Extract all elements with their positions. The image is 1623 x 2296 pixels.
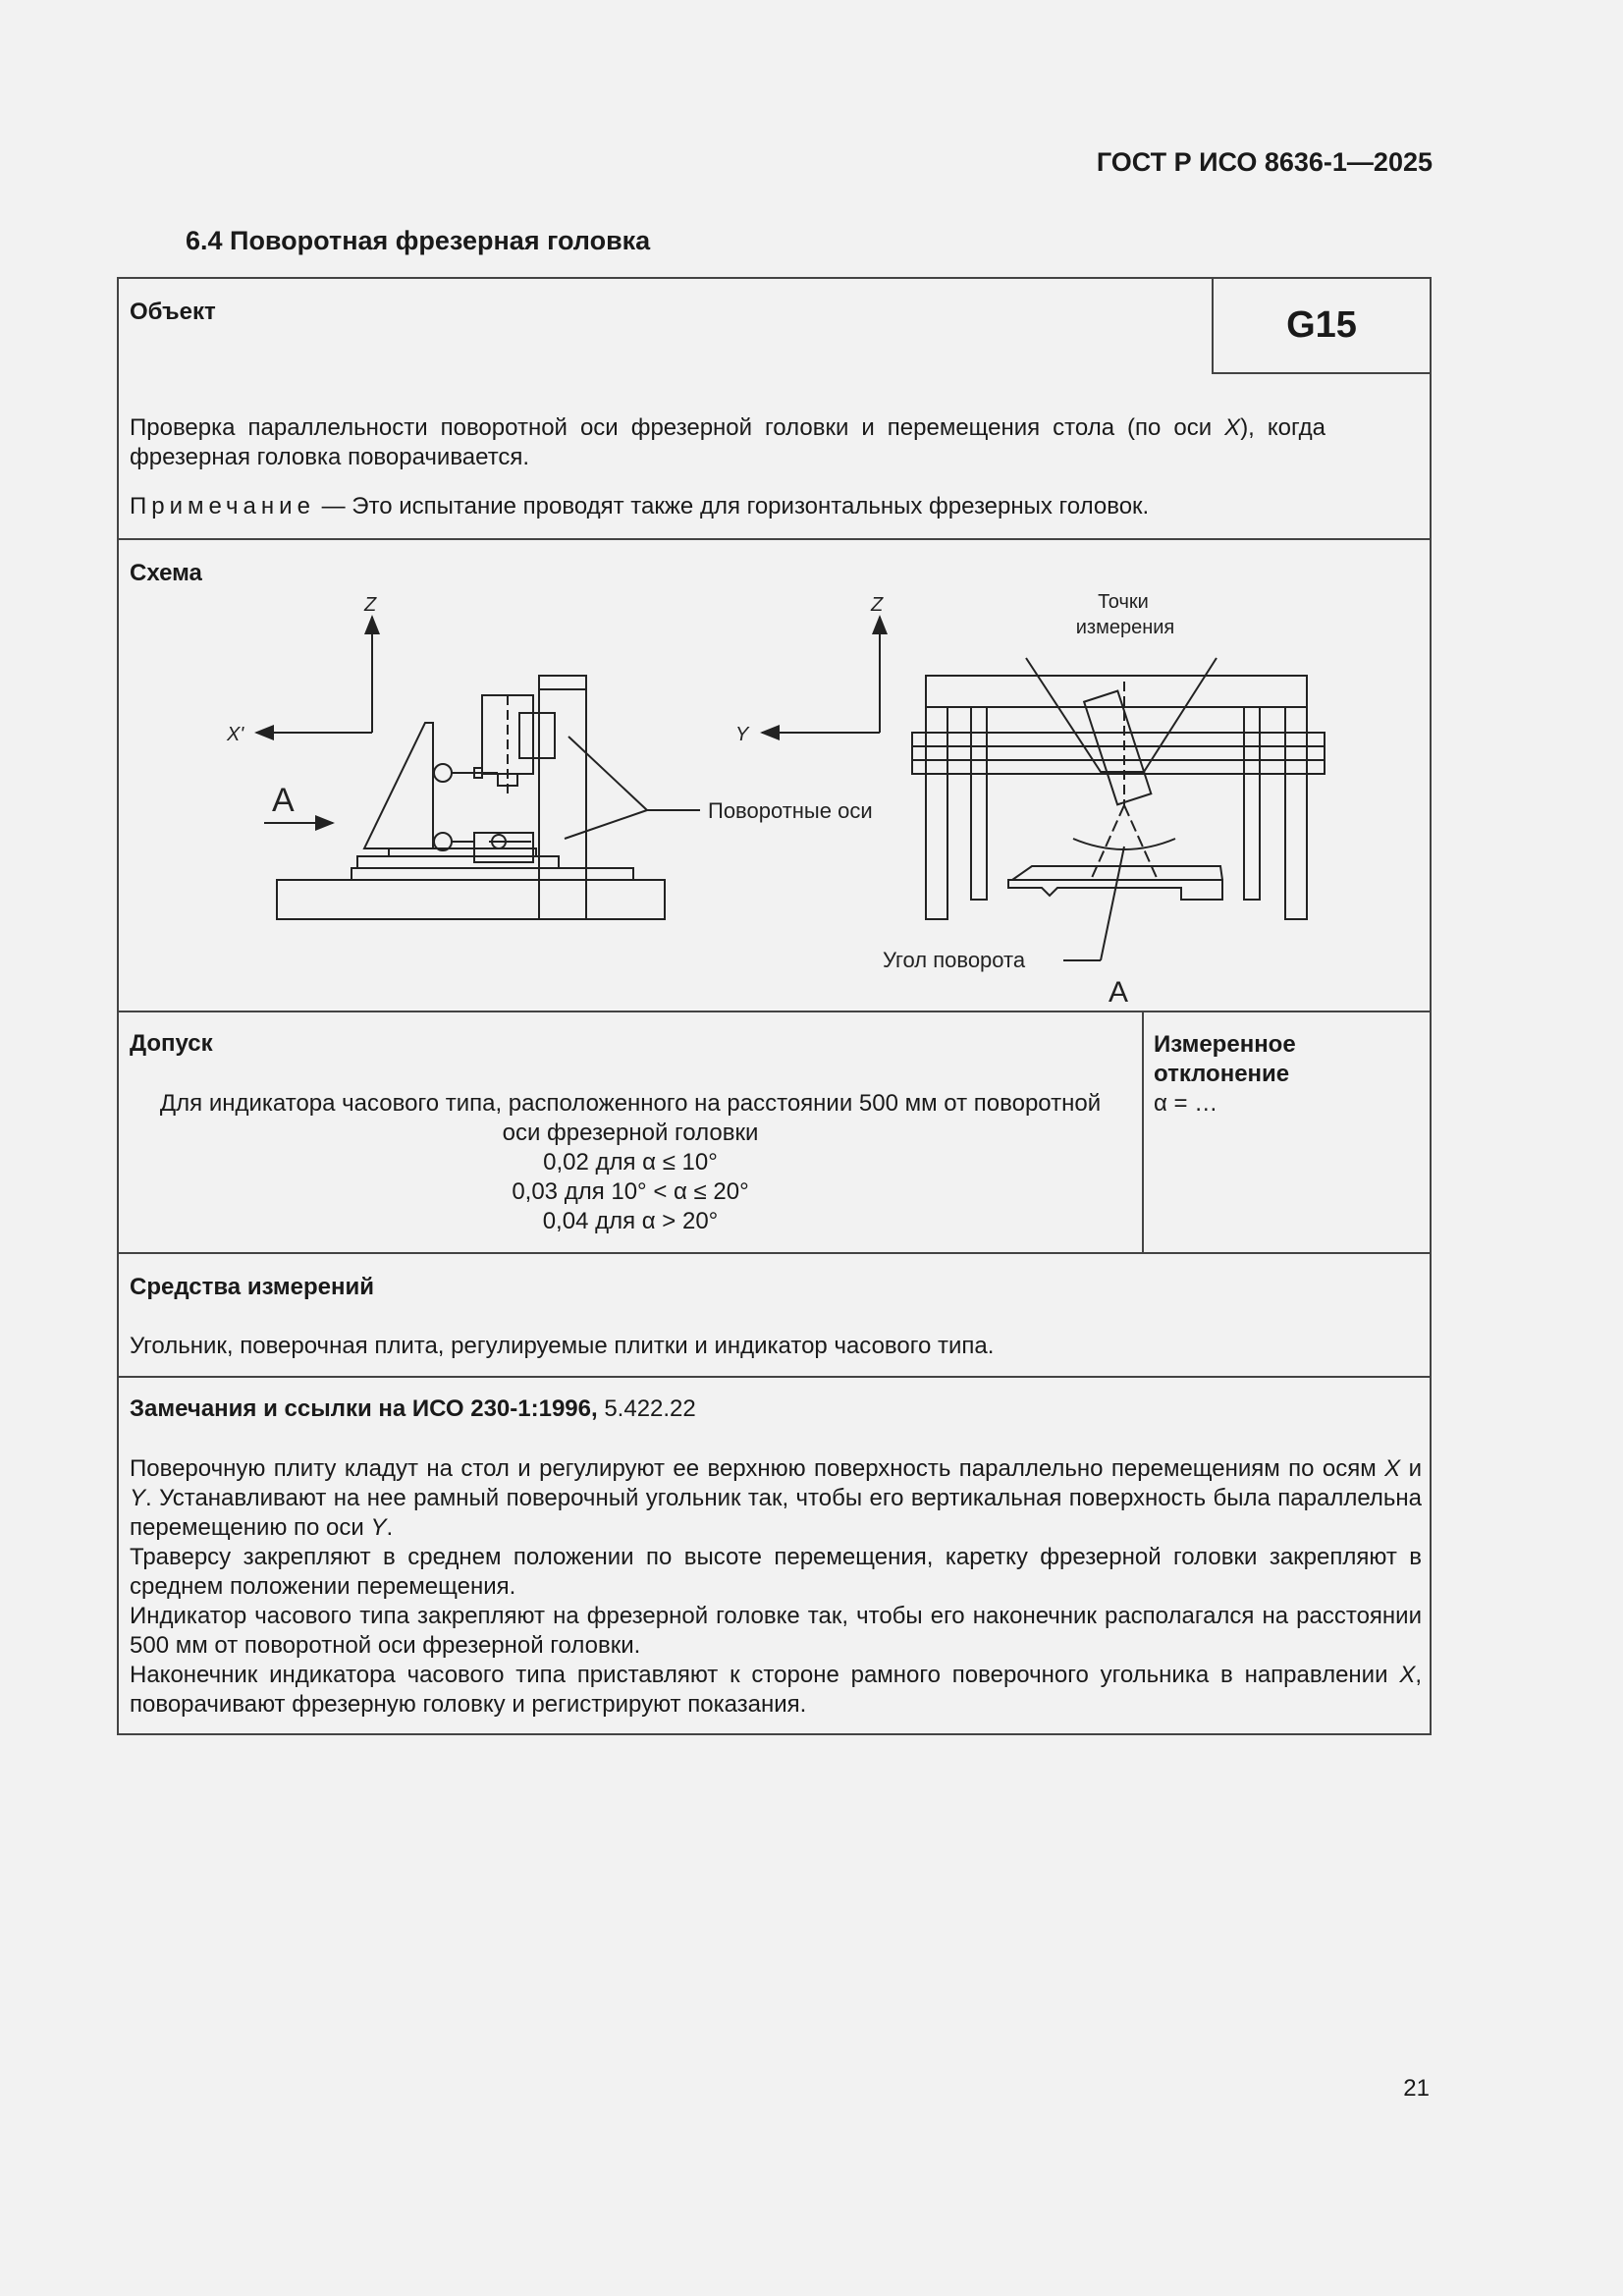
remarks-header: Замечания и ссылки на ИСО 230-1:1996, 5.422.22	[130, 1395, 696, 1422]
object-description: Проверка параллельности поворотной оси фрезерной головки и перемещения стола (по оси X), когда фрезерная головка поворачивается.	[130, 414, 1325, 470]
left-table	[352, 868, 633, 880]
tolerance-values: Для индикатора часового типа, расположенного на расстоянии 500 мм от поворотной оси фрезерной головки 0,02 для α ≤ 10° 0,03 для 10° < α ≤ 20° 0,04 для α > 20°	[159, 1090, 1102, 1234]
right-axis-z-label: Z	[871, 594, 884, 616]
scheme-diagram	[119, 540, 1430, 1009]
remarks-paragraph: Поверочную плиту кладут на стол и регулируют ее верхнюю поверхность параллельно перемещениям по осям X и Y. Устанавливают на нее рамный поверочный угольник так, чтобы его вертикальная поверхность была параллельна перемещению по оси Y.	[130, 1455, 1422, 1541]
object-row	[119, 279, 1430, 538]
measurement-points-callout-2: измерения	[1075, 617, 1175, 638]
scheme-row	[119, 538, 1430, 1011]
right-column-left	[926, 707, 947, 919]
document-code: ГОСТ Р ИСО 8636-1—2025	[1096, 147, 1433, 177]
note-text: — Это испытание проводят также для горизонтальных фрезерных головок.	[314, 493, 1150, 519]
scheme-label: Схема	[130, 560, 202, 586]
remarks-paragraph: Индикатор часового типа закрепляют на фрезерной головке так, чтобы его наконечник располагался на расстоянии 500 мм от поворотной оси фрезерной головки.	[130, 1603, 1422, 1659]
left-indicator-upper	[434, 764, 452, 782]
right-column-right	[1285, 707, 1307, 919]
tolerance-cell	[119, 1012, 1144, 1252]
remarks-body	[130, 1454, 1422, 1720]
instruments-text: Угольник, поверочная плита, регулируемые плитки и индикатор часового типа.	[130, 1333, 995, 1359]
remarks-paragraph: Траверсу закрепляют в среднем положении по высоте перемещения, каретку фрезерной головки закрепляют в среднем положении перемещения.	[130, 1544, 1422, 1600]
instruments-label: Средства измерений	[130, 1274, 375, 1300]
tolerance-row	[119, 1011, 1430, 1252]
test-card-table	[117, 277, 1432, 1735]
page-number: 21	[1403, 2075, 1430, 2102]
right-view-label: A	[1109, 976, 1129, 1009]
object-note	[130, 492, 1149, 521]
left-axis-x-label: X'	[227, 724, 244, 745]
section-title: 6.4 Поворотная фрезерная головка	[186, 226, 651, 255]
object-label: Объект	[130, 299, 216, 325]
right-axis-y-label: Y	[735, 724, 749, 745]
rotation-axes-callout: Поворотные оси	[708, 798, 873, 823]
instruments-row	[119, 1252, 1430, 1376]
tolerance-label: Допуск	[130, 1030, 213, 1057]
left-angle-square	[364, 723, 433, 848]
left-axis-z-label: Z	[364, 594, 377, 616]
measured-deviation-value: α = …	[1154, 1090, 1218, 1117]
remarks-row	[119, 1376, 1430, 1733]
measured-deviation-cell: Измеренное отклонение α = …	[1154, 1031, 1296, 1117]
test-code: G15	[1212, 279, 1430, 374]
remarks-paragraph: Наконечник индикатора часового типа приставляют к стороне рамного поверочного угольника в направлении X, поворачивают фрезерную головку и регистрируют показания.	[130, 1662, 1422, 1718]
measurement-points-callout-1: Точки	[1098, 591, 1149, 613]
rotation-angle-callout: Угол поворота	[883, 948, 1026, 972]
right-rail-upper	[912, 733, 1325, 746]
left-machine-base	[277, 880, 665, 919]
note-label: Примечание	[130, 493, 315, 519]
left-view-label: A	[272, 782, 295, 819]
